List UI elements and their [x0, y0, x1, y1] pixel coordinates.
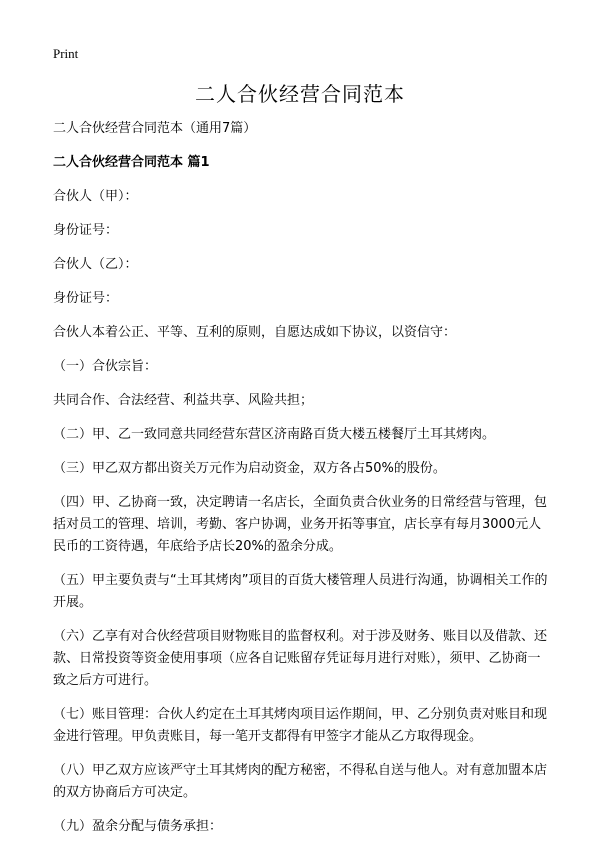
paragraph-clause-6: （六）乙享有对合伙经营项目财物账目的监督权利。对于涉及财务、账目以及借款、还款、日常投资等资金使用事项（应各自记账留存凭证每月进行对账），须甲、乙协商一致之后方可进行。 [53, 629, 548, 688]
paragraph-clause-1-body: 共同合作、合法经营、利益共享、风险共担； [53, 393, 314, 408]
paragraph-id-b: 身份证号： [53, 291, 119, 306]
paragraph-intro: 合伙人本着公正、平等、互利的原则，自愿达成如下协议，以资信守： [53, 325, 457, 340]
paragraph-clause-3: （三）甲乙双方都出资关万元作为启动资金，双方各占50%的股份。 [53, 461, 446, 476]
section-title: 二人合伙经营合同范本 篇1 [53, 155, 210, 170]
paragraph-id-a: 身份证号： [53, 223, 119, 238]
paragraph-clause-7: （七）账目管理：合伙人约定在土耳其烤肉项目运作期间，甲、乙分别负责对账目和现金进行管理。甲负责账目，每一笔开支都得有甲签字才能从乙方取得现金。 [53, 707, 548, 744]
paragraph-clause-1-title: （一）合伙宗旨： [53, 359, 158, 374]
paragraph-partner-a: 合伙人（甲）： [53, 189, 138, 204]
paragraph-clause-8: （八）甲乙双方应该严守土耳其烤肉的配方秘密，不得私自送与他人。对有意加盟本店的双方协商后方可决定。 [53, 763, 548, 800]
paragraph-clause-4: （四）甲、乙协商一致，决定聘请一名店长，全面负责合伙业务的日常经营与管理，包括对员工的管理、培训，考勤、客户协调，业务开拓等事宜，店长享有每月3000元人民币的工资待遇，年底给予店长20%的盈余分成。 [53, 495, 548, 554]
print-link[interactable]: Print [53, 46, 79, 61]
paragraph-clause-5: （五）甲主要负责与“土耳其烤肉”项目的百货大楼管理人员进行沟通，协调相关工作的开展。 [53, 573, 548, 610]
document-subtitle: 二人合伙经营合同范本（通用7篇） [53, 121, 257, 136]
document-body [53, 118, 553, 850]
document-title: 二人合伙经营合同范本 [195, 82, 405, 106]
paragraph-partner-b: 合伙人（乙）： [53, 257, 138, 272]
paragraph-clause-9: （九）盈余分配与债务承担： [53, 819, 223, 834]
paragraph-clause-2: （二）甲、乙一致同意共同经营东营区济南路百货大楼五楼餐厅土耳其烤肉。 [53, 427, 496, 442]
